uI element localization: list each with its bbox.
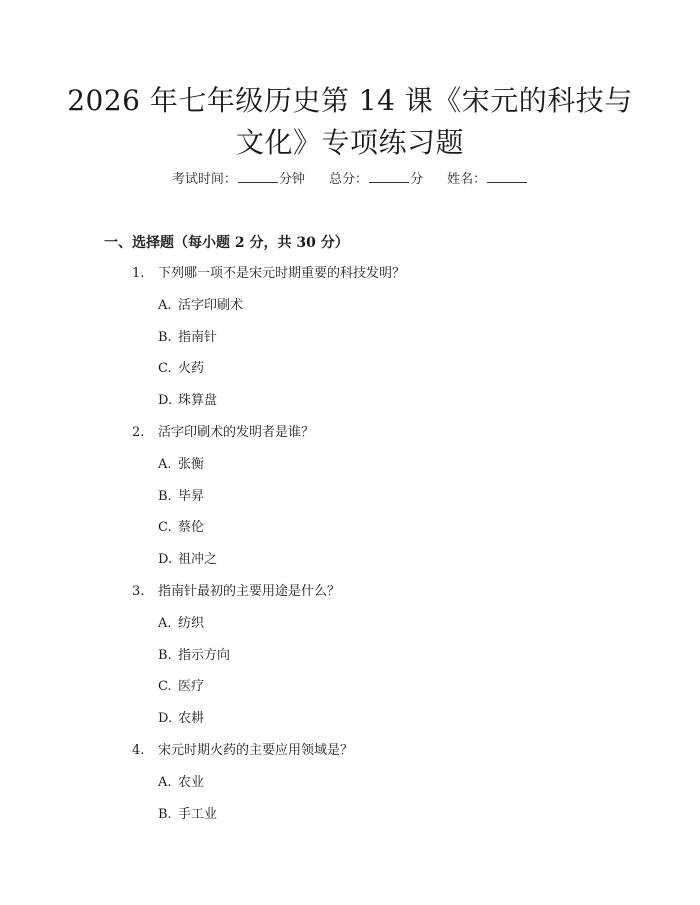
- name-label: 姓名：: [447, 172, 487, 187]
- question-2-option-1: [158, 453, 204, 472]
- time-field: [172, 172, 309, 187]
- title-line-2: 文化》专项练习题: [235, 126, 464, 159]
- option-text: 毕昇: [178, 488, 205, 504]
- question-1: [132, 262, 405, 281]
- option-text: 蔡伦: [178, 520, 205, 536]
- question-text: 活字印刷术的发明者是谁？: [158, 425, 315, 440]
- time-label: 考试时间：: [171, 172, 237, 187]
- option-letter: B.: [158, 488, 172, 504]
- name-blank: [487, 172, 527, 183]
- option-letter: A.: [158, 615, 172, 631]
- option-letter: C.: [158, 520, 172, 536]
- option-letter: D.: [158, 552, 173, 568]
- option-text: 珠算盘: [178, 393, 218, 409]
- question-3: [132, 580, 340, 599]
- question-2-option-4: [158, 548, 217, 567]
- question-1-option-3: [158, 357, 204, 376]
- option-text: 火药: [178, 361, 205, 377]
- option-text: 农耕: [178, 711, 205, 727]
- option-text: 活字印刷术: [178, 297, 244, 313]
- question-4-option-1: [158, 771, 204, 790]
- score-blank: [369, 172, 409, 183]
- section-heading: 一、选择题（每小题 2 分，共 30 分）: [104, 235, 349, 251]
- question-3-option-1: [158, 612, 204, 631]
- exam-meta: [0, 168, 700, 187]
- option-letter: B.: [158, 806, 172, 822]
- question-3-option-3: [158, 675, 204, 694]
- time-unit: 分钟: [278, 172, 305, 187]
- question-4: [132, 739, 353, 758]
- option-text: 指示方向: [178, 647, 231, 663]
- question-2-option-2: [158, 485, 204, 504]
- option-letter: B.: [158, 329, 172, 345]
- option-letter: A.: [158, 456, 172, 472]
- question-3-option-2: [158, 644, 230, 663]
- option-text: 农业: [178, 774, 205, 790]
- question-2: [132, 421, 314, 440]
- option-text: 纺织: [178, 615, 205, 631]
- option-letter: A.: [158, 297, 172, 313]
- option-text: 张衡: [178, 456, 205, 472]
- question-text: 宋元时期火药的主要应用领域是？: [158, 743, 354, 758]
- question-number: 2.: [132, 425, 145, 440]
- question-2-option-3: [158, 516, 204, 535]
- question-4-option-2: [158, 803, 217, 822]
- question-1-option-4: [158, 389, 217, 408]
- question-1-option-1: [158, 294, 243, 313]
- score-label: 总分：: [328, 172, 368, 187]
- option-letter: D.: [158, 711, 173, 727]
- page-title: [0, 80, 700, 164]
- option-text: 医疗: [178, 679, 205, 695]
- question-text: 下列哪一项不是宋元时期重要的科技发明？: [158, 266, 406, 281]
- name-field: [447, 172, 528, 187]
- question-number: 1.: [132, 266, 145, 281]
- option-letter: D.: [158, 393, 173, 409]
- question-3-option-4: [158, 707, 204, 726]
- option-text: 手工业: [178, 806, 218, 822]
- option-letter: A.: [158, 774, 172, 790]
- option-letter: C.: [158, 679, 172, 695]
- score-field: [329, 172, 427, 187]
- title-line-1: 2026 年七年级历史第 14 课《宋元的科技与: [67, 84, 633, 117]
- score-unit: 分: [410, 172, 424, 187]
- option-text: 祖冲之: [178, 552, 218, 568]
- option-letter: B.: [158, 647, 172, 663]
- time-blank: [238, 172, 278, 183]
- option-letter: C.: [158, 361, 172, 377]
- option-text: 指南针: [178, 329, 218, 345]
- question-number: 3.: [132, 584, 145, 599]
- question-text: 指南针最初的主要用途是什么？: [158, 584, 341, 599]
- question-number: 4.: [132, 743, 145, 758]
- question-1-option-2: [158, 326, 217, 345]
